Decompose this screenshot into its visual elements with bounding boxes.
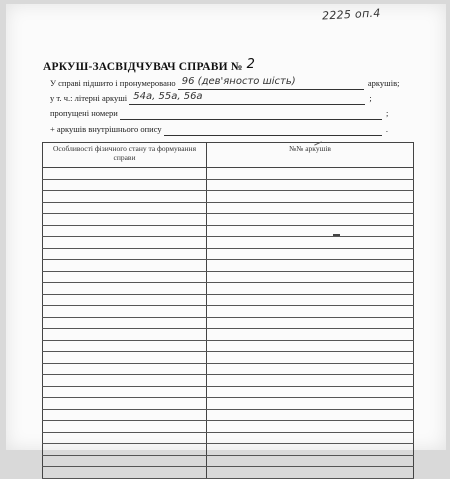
sheet-number-cell[interactable] <box>207 352 414 364</box>
feature-cell[interactable] <box>43 375 207 387</box>
table-row <box>43 340 414 352</box>
sheet-number-cell[interactable] <box>207 340 414 352</box>
sheet-number-cell[interactable] <box>207 294 414 306</box>
table-row <box>43 214 414 226</box>
sheet-number-cell[interactable] <box>207 467 414 479</box>
field-lettered-sheets <box>50 91 372 105</box>
sheet-number-cell[interactable] <box>207 398 414 410</box>
sheet-number-cell[interactable] <box>207 271 414 283</box>
column-header-sheet-numbers: №№ аркушів <box>207 143 414 168</box>
table-row <box>43 294 414 306</box>
sheet-number-cell[interactable] <box>207 409 414 421</box>
table-row <box>43 329 414 341</box>
sheet-number-cell[interactable] <box>207 191 414 203</box>
sheet-number-cell[interactable] <box>207 202 414 214</box>
handwritten-value: 96 (дев'яносто шість) <box>181 76 296 87</box>
table-row <box>43 306 414 318</box>
feature-cell[interactable] <box>43 294 207 306</box>
feature-cell[interactable] <box>43 237 207 249</box>
feature-cell[interactable] <box>43 352 207 364</box>
table-row <box>43 237 414 249</box>
field-line <box>129 93 365 105</box>
condition-table <box>42 142 414 479</box>
table-row <box>43 467 414 479</box>
table-row <box>43 421 414 433</box>
feature-cell[interactable] <box>43 260 207 272</box>
sheet-number-cell[interactable] <box>207 455 414 467</box>
field-line <box>178 78 364 90</box>
table-row <box>43 168 414 180</box>
feature-cell[interactable] <box>43 271 207 283</box>
table-row <box>43 271 414 283</box>
sheet-number-cell[interactable] <box>207 329 414 341</box>
table-row <box>43 352 414 364</box>
feature-cell[interactable] <box>43 283 207 295</box>
sheet-number-cell[interactable] <box>207 317 414 329</box>
sheet-number-cell[interactable] <box>207 432 414 444</box>
feature-cell[interactable] <box>43 306 207 318</box>
case-number: 2 <box>246 57 256 72</box>
field-line <box>120 108 382 120</box>
sheet-number-cell[interactable] <box>207 248 414 260</box>
feature-cell[interactable] <box>43 191 207 203</box>
field-suffix: . <box>385 124 388 134</box>
feature-cell[interactable] <box>43 214 207 226</box>
feature-cell[interactable] <box>43 329 207 341</box>
field-sheet-count <box>50 76 399 90</box>
page-title <box>43 59 255 74</box>
table-body <box>43 168 414 479</box>
table-row <box>43 191 414 203</box>
field-label: пропущені номери <box>50 108 118 118</box>
table-row <box>43 283 414 295</box>
table-row <box>43 444 414 456</box>
feature-cell[interactable] <box>43 386 207 398</box>
sheet-number-cell[interactable] <box>207 375 414 387</box>
table-row <box>43 225 414 237</box>
table-row <box>43 432 414 444</box>
title-text: АРКУШ-ЗАСВІДЧУВАЧ СПРАВИ № <box>43 61 243 73</box>
table-row <box>43 375 414 387</box>
table-row <box>43 317 414 329</box>
feature-cell[interactable] <box>43 168 207 180</box>
field-label: У справі підшито і пронумеровано <box>50 78 176 88</box>
table-row <box>43 260 414 272</box>
field-label: у т. ч.: літерні аркуші <box>50 93 128 103</box>
table-row <box>43 455 414 467</box>
sheet-number-cell[interactable] <box>207 260 414 272</box>
feature-cell[interactable] <box>43 317 207 329</box>
feature-cell[interactable] <box>43 179 207 191</box>
sheet-number-cell[interactable] <box>207 386 414 398</box>
feature-cell[interactable] <box>43 455 207 467</box>
table-row <box>43 386 414 398</box>
sheet-number-cell[interactable] <box>207 237 414 249</box>
feature-cell[interactable] <box>43 363 207 375</box>
sheet-number-cell[interactable] <box>207 444 414 456</box>
feature-cell[interactable] <box>43 225 207 237</box>
sheet-number-cell[interactable] <box>207 214 414 226</box>
feature-cell[interactable] <box>43 398 207 410</box>
table-row <box>43 248 414 260</box>
feature-cell[interactable] <box>43 432 207 444</box>
feature-cell[interactable] <box>43 444 207 456</box>
table-row <box>43 398 414 410</box>
table-row <box>43 202 414 214</box>
field-suffix: ; <box>369 93 372 103</box>
field-line <box>164 124 382 136</box>
field-missing-numbers <box>50 106 388 120</box>
feature-cell[interactable] <box>43 248 207 260</box>
feature-cell[interactable] <box>43 340 207 352</box>
field-suffix: ; <box>386 108 389 118</box>
table-row <box>43 363 414 375</box>
sheet-number-cell[interactable] <box>207 283 414 295</box>
column-header-features: Особливості фізичного стану та формування справи <box>43 143 207 168</box>
field-internal-inventory <box>50 122 388 136</box>
table-row <box>43 179 414 191</box>
feature-cell[interactable] <box>43 409 207 421</box>
field-label: + аркушів внутрішнього опису <box>50 124 162 134</box>
sheet-number-cell[interactable] <box>207 179 414 191</box>
sheet-number-cell[interactable] <box>207 421 414 433</box>
feature-cell[interactable] <box>43 467 207 479</box>
feature-cell[interactable] <box>43 202 207 214</box>
sheet-number-cell[interactable] <box>207 225 414 237</box>
pen-dash <box>333 234 340 236</box>
handwritten-value: 54а, 55а, 56а <box>133 91 203 102</box>
sheet-number-cell[interactable] <box>207 363 414 375</box>
archive-reference: 2225 оп.4 <box>321 6 381 23</box>
field-suffix: аркушів; <box>367 78 400 88</box>
feature-cell[interactable] <box>43 421 207 433</box>
sheet-number-cell[interactable] <box>207 168 414 180</box>
sheet-number-cell[interactable] <box>207 306 414 318</box>
table-row <box>43 409 414 421</box>
